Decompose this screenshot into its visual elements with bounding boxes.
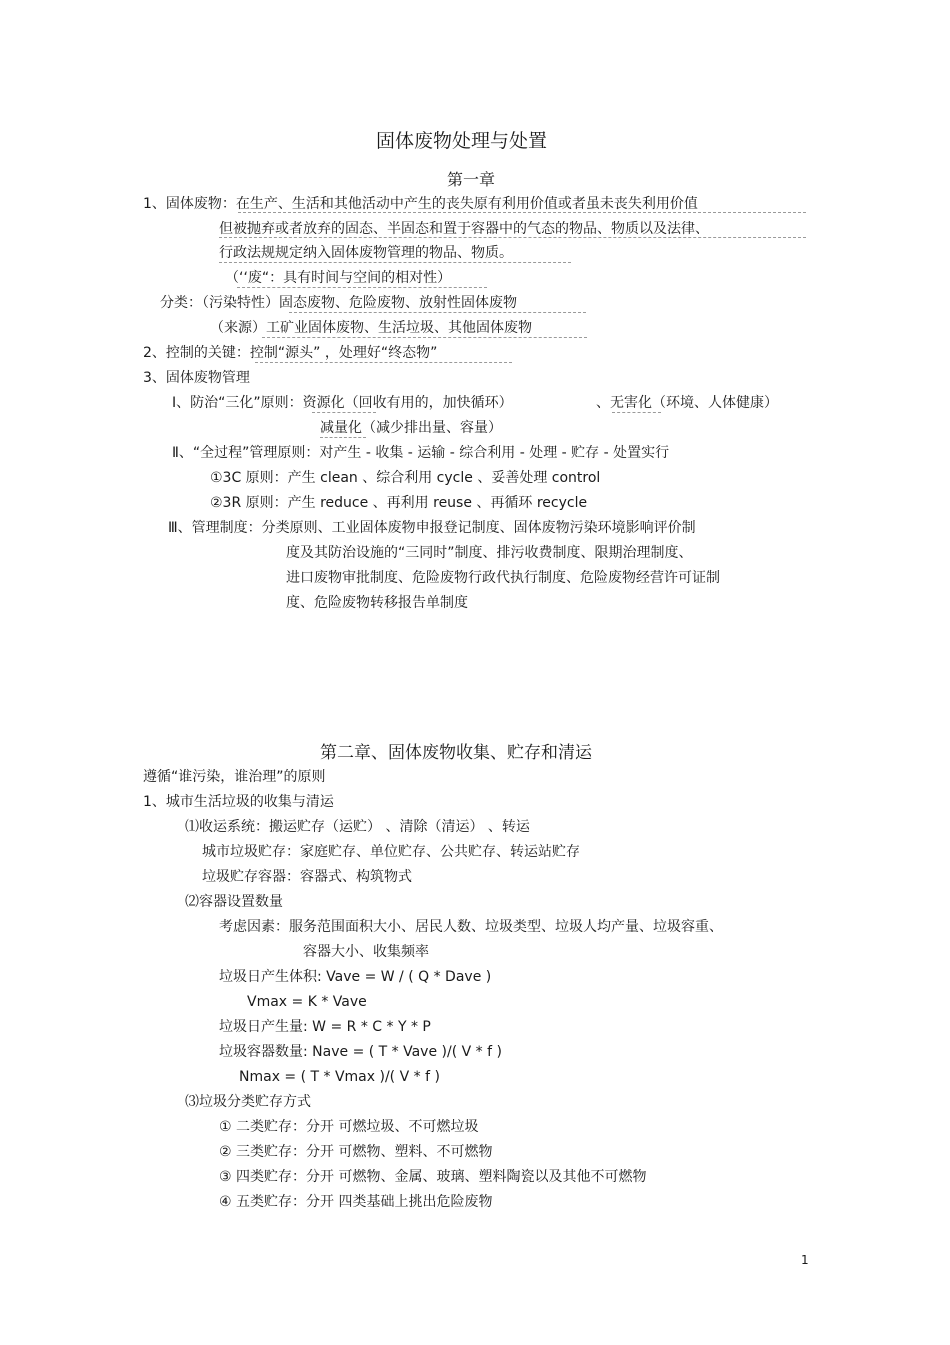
- underline: [289, 312, 586, 313]
- section-heading: 1、城市生活垃圾的收集与清运: [143, 794, 334, 810]
- underline: [237, 287, 487, 288]
- city-storage: 城市垃圾贮存：家庭贮存、单位贮存、公共贮存、转运站贮存: [202, 844, 580, 860]
- principle-3c: ①3C 原则：产生 clean 、综合利用 cycle 、妥善处理 control: [210, 470, 601, 486]
- formula-w: 垃圾日产生量: W = R * C * Y * P: [219, 1019, 431, 1035]
- underline: [320, 437, 366, 438]
- reduction-principle: 减量化（减少排出量、容量）: [320, 420, 502, 436]
- management-system-line-3: 进口废物审批制度、危险废物行政代执行制度、危险废物经营许可证制: [286, 570, 720, 586]
- underline: [255, 362, 512, 363]
- underline: [262, 337, 587, 338]
- formula-nave: 垃圾容器数量: Nave = ( T * Vave )/( V * f ): [219, 1044, 502, 1060]
- chapter-1-title: 第一章: [447, 170, 496, 189]
- storage-containers: 垃圾贮存容器：容器式、构筑物式: [202, 869, 412, 885]
- classification-line-2: （来源）工矿业固体废物、生活垃圾、其他固体废物: [210, 320, 532, 336]
- underline: [612, 412, 661, 413]
- list-item: ② 三类贮存：分开 可燃物、塑料、不可燃物: [219, 1144, 493, 1160]
- underline: [238, 212, 806, 213]
- collection-system: ⑴收运系统：搬运贮存（运贮） 、清除（清运） 、转运: [185, 819, 530, 835]
- classification-line-1: 分类：（污染特性）固态废物、危险废物、放射性固体废物: [160, 295, 517, 311]
- control-key-line: 2、控制的关键：控制“源头” ，处理好“终态物”: [143, 345, 438, 361]
- principle-3r: ②3R 原则：产生 reduce 、再利用 reuse 、再循环 recycle: [210, 495, 588, 511]
- management-system-line-2: 度及其防治设施的“三同时”制度、排污收费制度、限期治理制度、: [286, 545, 693, 561]
- relativity-note: （‘‘废“：具有时间与空间的相对性）: [225, 270, 452, 286]
- principle-line: 遵循“谁污染，谁治理”的原则: [143, 769, 326, 785]
- underline: [312, 412, 376, 413]
- harmless-principle: 、无害化（环境、人体健康）: [596, 395, 778, 411]
- underline: [219, 262, 571, 263]
- formula-nmax: Nmax = ( T * Vmax )/( V * f ): [239, 1069, 440, 1085]
- definition-line-3: 行政法规规定纳入固体废物管理的物品、物质。: [219, 245, 513, 261]
- formula-vave: 垃圾日产生体积: Vave = W / ( Q * Dave ): [219, 969, 492, 985]
- three-principles-line: Ⅰ、防治“三化”原则：资源化（回收有用的，加快循环）: [172, 395, 513, 411]
- definition-line-1: 1、固体废物：在生产、生活和其他活动中产生的丧失原有利用价值或者虽未丧失利用价值: [143, 196, 698, 212]
- container-quantity-heading: ⑵容器设置数量: [185, 894, 283, 910]
- list-item: ③ 四类贮存：分开 可燃物、金属、玻璃、塑料陶瓷以及其他不可燃物: [219, 1169, 647, 1185]
- page-number: 1: [801, 1253, 809, 1267]
- sorting-heading: ⑶垃圾分类贮存方式: [185, 1094, 311, 1110]
- whole-process-line: Ⅱ、“全过程”管理原则：对产生 - 收集 - 运输 - 综合利用 - 处理 - 贮存 - 处置实行: [172, 445, 670, 461]
- formula-vmax: Vmax = K * Vave: [247, 994, 367, 1010]
- management-heading: 3、固体废物管理: [143, 370, 250, 386]
- chapter-2-title: 第二章、固体废物收集、贮存和清运: [320, 743, 592, 763]
- factors-line-2: 容器大小、收集频率: [303, 944, 429, 960]
- definition-line-2: 但被抛弃或者放弃的固态、半固态和置于容器中的气态的物品、物质以及法律、: [219, 221, 709, 237]
- management-system-line-4: 度、危险废物转移报告单制度: [286, 595, 468, 611]
- management-system-line-1: Ⅲ、管理制度：分类原则、工业固体废物申报登记制度、固体废物污染环境影响评价制: [168, 520, 696, 536]
- underline: [219, 237, 806, 238]
- factors-line-1: 考虑因素：服务范围面积大小、居民人数、垃圾类型、垃圾人均产量、垃圾容重、: [219, 919, 723, 935]
- document-title: 固体废物处理与处置: [376, 130, 548, 152]
- list-item: ① 二类贮存：分开 可燃垃圾、不可燃垃圾: [219, 1119, 479, 1135]
- list-item: ④ 五类贮存：分开 四类基础上挑出危险废物: [219, 1194, 493, 1210]
